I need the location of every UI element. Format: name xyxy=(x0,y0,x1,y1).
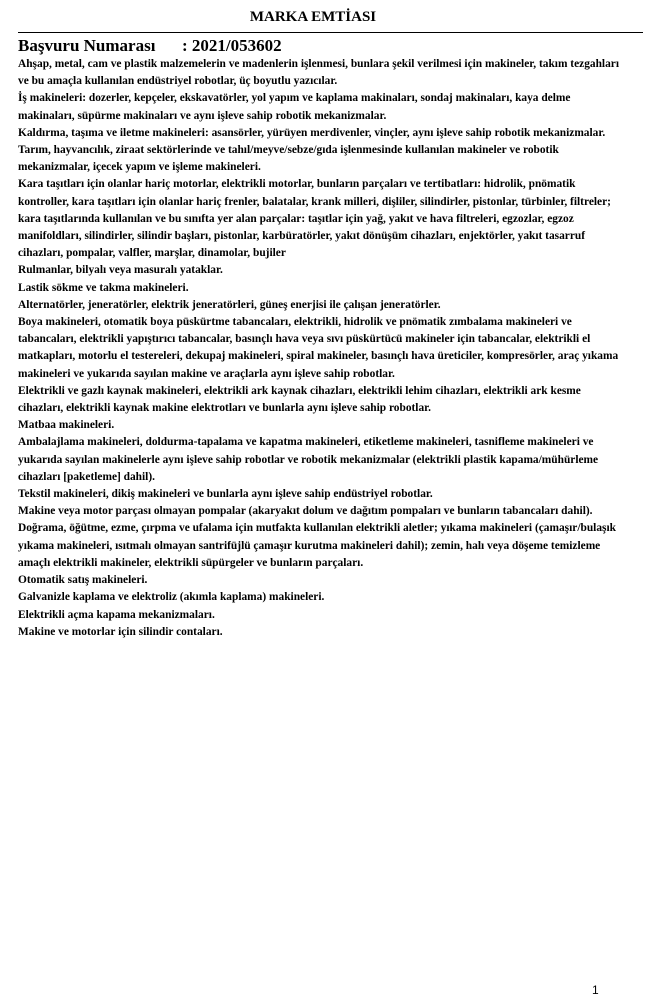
goods-paragraph: Rulmanlar, bilyalı veya masuralı yataklar. xyxy=(18,264,223,277)
goods-paragraph: Ahşap, metal, cam ve plastik malzemelerin ve madenlerin işlenmesi, bunlara şekil verilmesi için makineler, takım tezgahları ve bu amaçla kullanılan endüstriyel robotlar, üç boyutlu yazıcılar. xyxy=(18,58,620,88)
goods-paragraph: Ambalajlama makineleri, doldurma-tapalama ve kapatma makineleri, etiketleme makineleri, tasnifleme makineleri ve yukarıda sayılan makinelerle aynı işleve sahip robotlar ve robotik mekanizmalar (elektrikli plastik kapama/mühürleme cihazları [paketleme] dahil). xyxy=(18,436,599,483)
goods-paragraph: Tekstil makineleri, dikiş makineleri ve bunlarla aynı işleve sahip endüstriyel robotlar. xyxy=(18,488,433,501)
goods-paragraph: Kara taşıtları için olanlar hariç motorlar, elektrikli motorlar, bunların parçaları ve tertibatları: hidrolik, pnömatik kontroller, kara taşıtları için olanlar hariç frenler, balatalar, krank milleri, dişliler, silindirler, pistonlar, türbinler, filtreler; kara taşıtlarında kullanılan ve bu sınıfta yer alan parçalar: taşıtlar için yağ, yakıt ve hava filtreleri, egzozlar, egzoz manifoldları, silindirler, silindir başları, pistonlar, karbüratörler, yakıt dönüşüm cihazları, enjektörler, yakıt tasarruf cihazları, pompalar, valfler, marşlar, dinamolar, bujiler xyxy=(18,178,611,260)
goods-paragraph: Matbaa makineleri. xyxy=(18,419,115,432)
page-number: 1 xyxy=(592,983,599,997)
goods-paragraph: İş makineleri: dozerler, kepçeler, ekskavatörler, yol yapım ve kaplama makinaları, sondaj makinaları, kaya delme makinaları, süpürme makinaları ve aynı işleve sahip robotik mekanizmalar. xyxy=(18,92,571,122)
goods-paragraph: Lastik sökme ve takma makineleri. xyxy=(18,281,189,294)
application-number-label: Başvuru Numarası xyxy=(18,36,156,55)
goods-paragraph: Doğrama, öğütme, ezme, çırpma ve ufalama için mutfakta kullanılan elektrikli aletler; yıkama makineleri (çamaşır/bulaşık yıkama makineleri, ısıtmalı olmayan santrifüjlü çamaşır kurutma makineleri dahil); zemin, halı veya döşeme temizleme amaçlı elektrikli makineler, elektrikli süpürgeler ve bunların parçaları. xyxy=(18,522,616,569)
goods-paragraph: Galvanizle kaplama ve elektroliz (akımla kaplama) makineleri. xyxy=(18,591,325,604)
goods-paragraph: Elektrikli ve gazlı kaynak makineleri, elektrikli ark kaynak cihazları, elektrikli lehim cihazları, elektrikli ark kesme cihazları, elektrikli kaynak makine elektrotları ve bunlarla aynı işleve sahip robotlar. xyxy=(18,384,581,415)
title-divider xyxy=(18,32,643,33)
goods-paragraph: Otomatik satış makineleri. xyxy=(18,574,148,587)
goods-paragraph: Alternatörler, jeneratörler, elektrik jeneratörleri, güneş enerjisi ile çalışan jeneratörler. xyxy=(18,298,441,311)
goods-paragraph: Makine veya motor parçası olmayan pompalar (akaryakıt dolum ve dağıtım pompaları ve bunların tabancaları dahil). xyxy=(18,505,593,518)
goods-paragraph: Elektrikli açma kapama mekanizmaları. xyxy=(18,608,215,621)
goods-paragraph: Tarım, hayvancılık, ziraat sektörlerinde ve tahıl/meyve/sebze/gıda işlenmesinde kullanılan makineler ve robotik mekanizmalar, içecek yapım ve işleme makineleri. xyxy=(18,144,559,174)
goods-list xyxy=(18,56,624,641)
goods-paragraph: Kaldırma, taşıma ve iletme makineleri: asansörler, yürüyen merdivenler, vinçler, aynı işleve sahip robotik mekanizmalar. xyxy=(18,126,606,139)
goods-paragraph: Makine ve motorlar için silindir contaları. xyxy=(18,625,223,638)
page-title: MARKA EMTİASI xyxy=(249,9,377,25)
application-number-line xyxy=(18,36,282,56)
application-number-value: : 2021/053602 xyxy=(182,36,282,55)
goods-paragraph: Boya makineleri, otomatik boya püskürtme tabancaları, elektrikli, hidrolik ve pnömatik zımbalama makineleri ve tabancaları, elektrikli yapıştırıcı tabancalar, basınçlı hava veya sıvı püskürtücü makineler için tabancalar, elektrikli el matkapları, motorlu el testereleri, dekupaj makineleri, spiral makineler, basınçlı hava üreticiler, kompresörler, araç yıkama makineleri ve yukarıda sayılan makine ve araçlarla aynı işleve sahip robotlar. xyxy=(18,316,619,380)
